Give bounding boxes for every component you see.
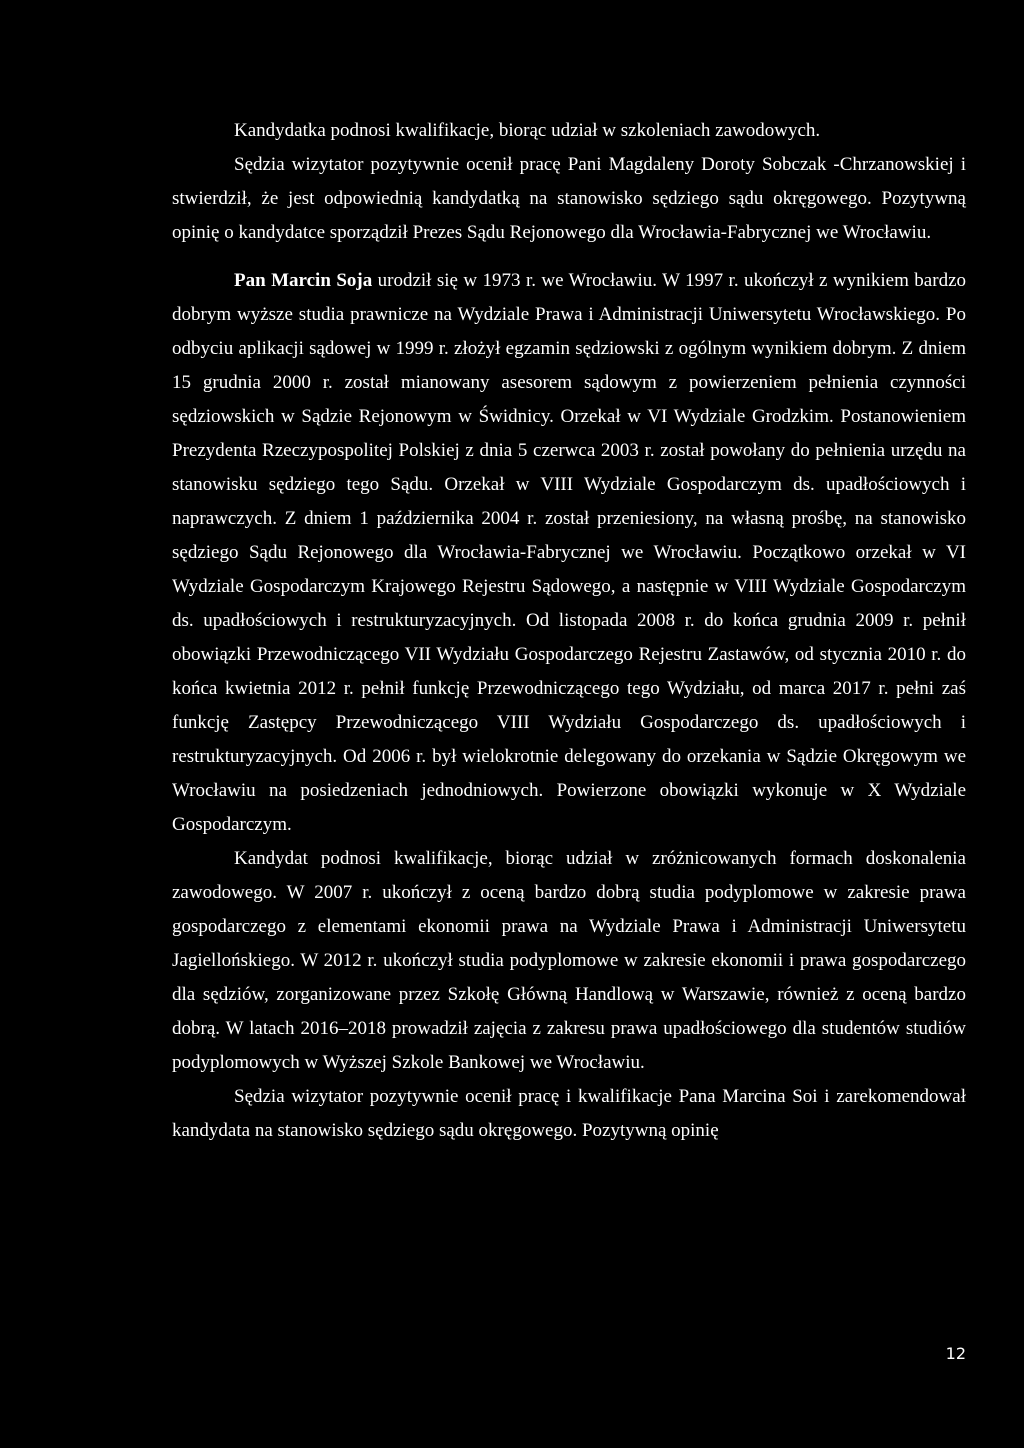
candidate-name: Pan Marcin Soja <box>234 270 373 291</box>
paragraph-inspector-recommendation: Sędzia wizytator pozytywnie ocenił pracę i kwalifikacje Pana Marcina Soi i zarekomendował kandydata na stanowisko sędziego sądu okręgowego. Pozytywną opinię <box>172 1086 966 1141</box>
paragraph-candidate-qualifications: Kandydat podnosi kwalifikacje, biorąc udział w zróżnicowanych formach doskonalenia zawodowego. W 2007 r. ukończył z oceną bardzo dobrą studia podyplomowe w zakresie prawa gospodarczego z elementami ekonomii prawa na Wydziale Prawa i Administracji Uniwersytetu Jagiellońskiego. W 2012 r. ukończył studia podyplomowe w zakresie ekonomii i prawa gospodarczego dla sędziów, zorganizowane przez Szkołę Główną Handlową w Warszawie, również z oceną bardzo dobrą. W latach 2016–2018 prowadził zajęcia z zakresu prawa upadłościowego dla studentów studiów podyplomowych w Wyższej Szkole Bankowej we Wrocławiu. <box>172 848 966 1073</box>
page-number: 12 <box>945 1344 966 1363</box>
biography-text: urodził się w 1973 r. we Wrocławiu. W 1997 r. ukończył z wynikiem bardzo dobrym wyższe studia prawnicze na Wydziale Prawa i Administracji Uniwersytetu Wrocławskiego. Po odbyciu aplikacji sądowej w 1999 r. złożył egzamin sędziowski z ogólnym wynikiem dobrym. Z dniem 15 grudnia 2000 r. został mianowany asesorem sądowym z powierzeniem pełnienia czynności sędziowskich w Sądzie Rejonowym w Świdnicy. Orzekał w VI Wydziale Grodzkim. Postanowieniem Prezydenta Rzeczypospolitej Polskiej z dnia 5 czerwca 2003 r. został powołany do pełnienia urzędu na stanowisku sędziego tego Sądu. Orzekał w VIII Wydziale Gospodarczym ds. upadłościowych i naprawczych. Z dniem 1 października 2004 r. został przeniesiony, na własną prośbę, na stanowisko sędziego Sądu Rejonowego dla Wrocławia-Fabrycznej we Wrocławiu. Początkowo orzekał w VI Wydziale Gospodarczym Krajowego Rejestru Sądowego, a następnie w VIII Wydziale Gospodarczym ds. upadłościowych i restrukturyzacyjnych. Od listopada 2008 r. do końca grudnia 2009 r. pełnił obowiązki Przewodniczącego VII Wydziału Gospodarczego Rejestru Zastawów, od stycznia 2010 r. do końca kwietnia 2012 r. pełnił funkcję Przewodniczącego tego Wydziału, od marca 2017 r. pełni zaś funkcję Zastępcy Przewodniczącego VIII Wydziału Gospodarczego ds. upadłościowych i restrukturyzacyjnych. Od 2006 r. był wielokrotnie delegowany do orzekania w Sądzie Okręgowym we Wrocławiu na posiedzeniach jednodniowych. Powierzone obowiązki wykonuje w X Wydziale Gospodarczym. <box>172 270 967 835</box>
paragraph-marcin-soja-biography <box>172 264 966 842</box>
paragraph-candidate-training: Kandydatka podnosi kwalifikacje, biorąc udział w szkoleniach zawodowych. <box>234 120 821 141</box>
document-page <box>172 114 966 1148</box>
paragraph-inspector-assessment-sobczak: Sędzia wizytator pozytywnie ocenił pracę Pani Magdaleny Doroty Sobczak -Chrzanowskiej i stwierdził, że jest odpowiednią kandydatką na stanowisko sędziego sądu okręgowego. Pozytywną opinię o kandydatce sporządził Prezes Sądu Rejonowego dla Wrocławia-Fabrycznej we Wrocławiu. <box>172 154 966 243</box>
